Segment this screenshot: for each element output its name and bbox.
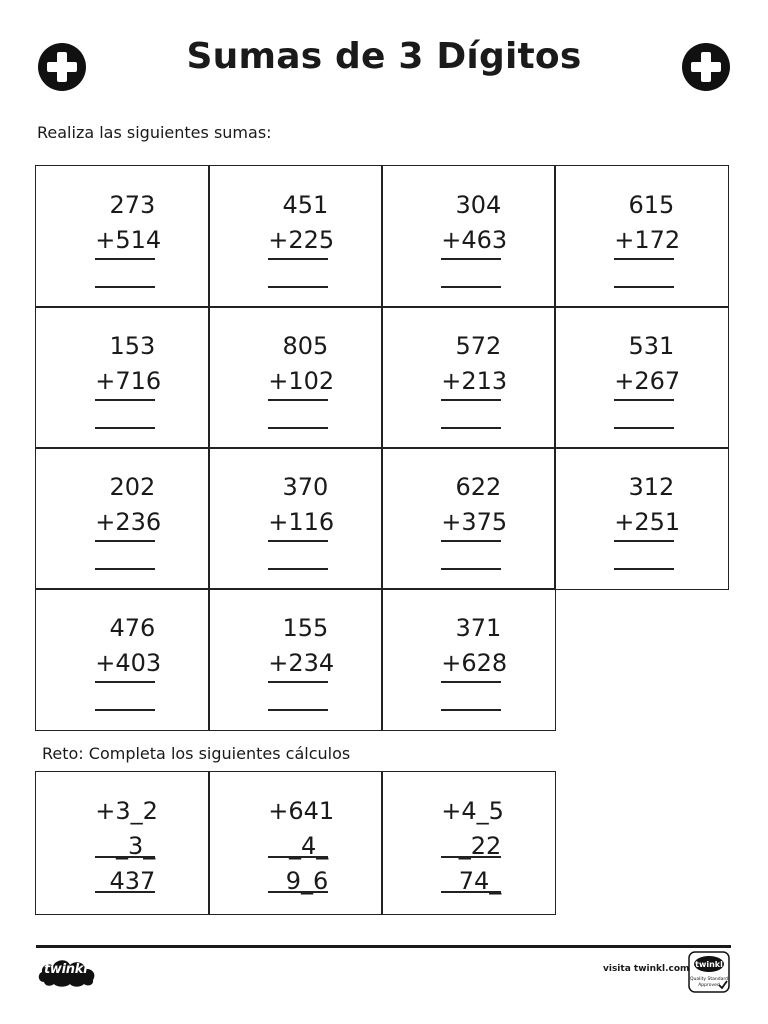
problem-cell [554, 447, 729, 590]
challenge-underline [268, 891, 328, 893]
problem-cell [208, 588, 383, 731]
challenge-underline [268, 856, 328, 858]
sum-line [614, 399, 674, 401]
problem-cell [554, 165, 729, 308]
addend-1: 273 [109, 191, 156, 220]
problem-cell [381, 306, 556, 449]
addend-1: 531 [628, 332, 675, 361]
addend-2: +102 [268, 367, 335, 396]
addend-1: 615 [628, 191, 675, 220]
problem-cell [208, 165, 383, 308]
addend-2: +463 [441, 226, 508, 255]
page-title: Sumas de 3 Dígitos [186, 36, 582, 77]
empty-cell [554, 588, 729, 731]
addend-1: 805 [282, 332, 329, 361]
problem-cell [381, 165, 556, 308]
answer-blank[interactable] [95, 427, 155, 429]
answer-blank[interactable] [441, 709, 501, 711]
answer-blank[interactable] [614, 568, 674, 570]
footer-divider [36, 945, 731, 948]
sum-line [268, 399, 328, 401]
challenge-sum: 437 [109, 867, 156, 896]
sum-line [268, 540, 328, 542]
answer-blank[interactable] [95, 286, 155, 288]
addend-1: 572 [455, 332, 502, 361]
sum-line [441, 399, 501, 401]
addend-2: +267 [614, 367, 681, 396]
answer-blank[interactable] [268, 709, 328, 711]
sum-line [441, 540, 501, 542]
challenge-underline [95, 856, 155, 858]
addend-1: 622 [455, 473, 502, 502]
answer-blank[interactable] [268, 427, 328, 429]
visit-link[interactable]: visita twinkl.com [603, 964, 690, 974]
sum-line [95, 681, 155, 683]
problem-cell [35, 447, 210, 590]
seal-line-2: Approved [698, 983, 720, 988]
addend-2: +628 [441, 649, 508, 678]
addend-1: 370 [282, 473, 329, 502]
challenge-underline [95, 891, 155, 893]
sum-line [614, 258, 674, 260]
answer-blank[interactable] [95, 709, 155, 711]
addend-2: +234 [268, 649, 335, 678]
challenge-underline [441, 856, 501, 858]
challenge-addend-2: _4_ [288, 832, 329, 861]
answer-blank[interactable] [95, 568, 155, 570]
addend-2: +236 [95, 508, 162, 537]
problem-cell [381, 447, 556, 590]
addend-2: +251 [614, 508, 681, 537]
addend-1: 371 [455, 614, 502, 643]
addend-2: +116 [268, 508, 335, 537]
challenge-underline [441, 891, 501, 893]
addend-2: +375 [441, 508, 508, 537]
problem-cell [381, 588, 556, 731]
sum-line [268, 258, 328, 260]
answer-blank[interactable] [614, 286, 674, 288]
sum-line [95, 399, 155, 401]
answer-blank[interactable] [441, 568, 501, 570]
challenge-addend-2: _3_ [115, 832, 156, 861]
challenge-label: Reto: Completa los siguientes cálculos [42, 744, 351, 763]
challenge-addend-1: +3_2 [95, 797, 158, 826]
challenge-cell [381, 771, 556, 915]
problem-cell [554, 306, 729, 449]
answer-blank[interactable] [268, 568, 328, 570]
problem-cell [208, 447, 383, 590]
addend-1: 153 [109, 332, 156, 361]
challenge-sum: 74_ [458, 867, 502, 896]
addend-2: +172 [614, 226, 681, 255]
answer-blank[interactable] [268, 286, 328, 288]
sum-line [441, 681, 501, 683]
addend-1: 476 [109, 614, 156, 643]
addend-1: 304 [455, 191, 502, 220]
problem-cell [35, 588, 210, 731]
sum-line [268, 681, 328, 683]
problem-cell [35, 165, 210, 308]
challenge-sum: 9_6 [285, 867, 329, 896]
addend-1: 451 [282, 191, 329, 220]
instruction-text: Realiza las siguientes sumas: [37, 123, 272, 142]
answer-blank[interactable] [441, 427, 501, 429]
problem-cell [35, 306, 210, 449]
sum-line [441, 258, 501, 260]
challenge-addend-2: _22 [458, 832, 502, 861]
addend-2: +225 [268, 226, 335, 255]
addend-2: +514 [95, 226, 162, 255]
addend-2: +403 [95, 649, 162, 678]
addend-2: +716 [95, 367, 162, 396]
challenge-addend-1: +641 [268, 797, 335, 826]
challenge-cell [35, 771, 210, 915]
addend-1: 202 [109, 473, 156, 502]
addend-2: +213 [441, 367, 508, 396]
answer-blank[interactable] [441, 286, 501, 288]
problem-cell [208, 306, 383, 449]
sum-line [95, 540, 155, 542]
challenge-grid [36, 772, 555, 914]
addend-1: 155 [282, 614, 329, 643]
challenge-addend-1: +4_5 [441, 797, 504, 826]
sum-line [614, 540, 674, 542]
challenge-cell [208, 771, 383, 915]
logo-text: twinkl [44, 962, 88, 977]
seal-brand: twinkl [695, 960, 723, 969]
seal-line-1: Quality Standard [690, 977, 728, 982]
quality-seal-icon [688, 951, 730, 993]
sum-line [95, 258, 155, 260]
addend-1: 312 [628, 473, 675, 502]
answer-blank[interactable] [614, 427, 674, 429]
problem-grid [36, 166, 728, 730]
